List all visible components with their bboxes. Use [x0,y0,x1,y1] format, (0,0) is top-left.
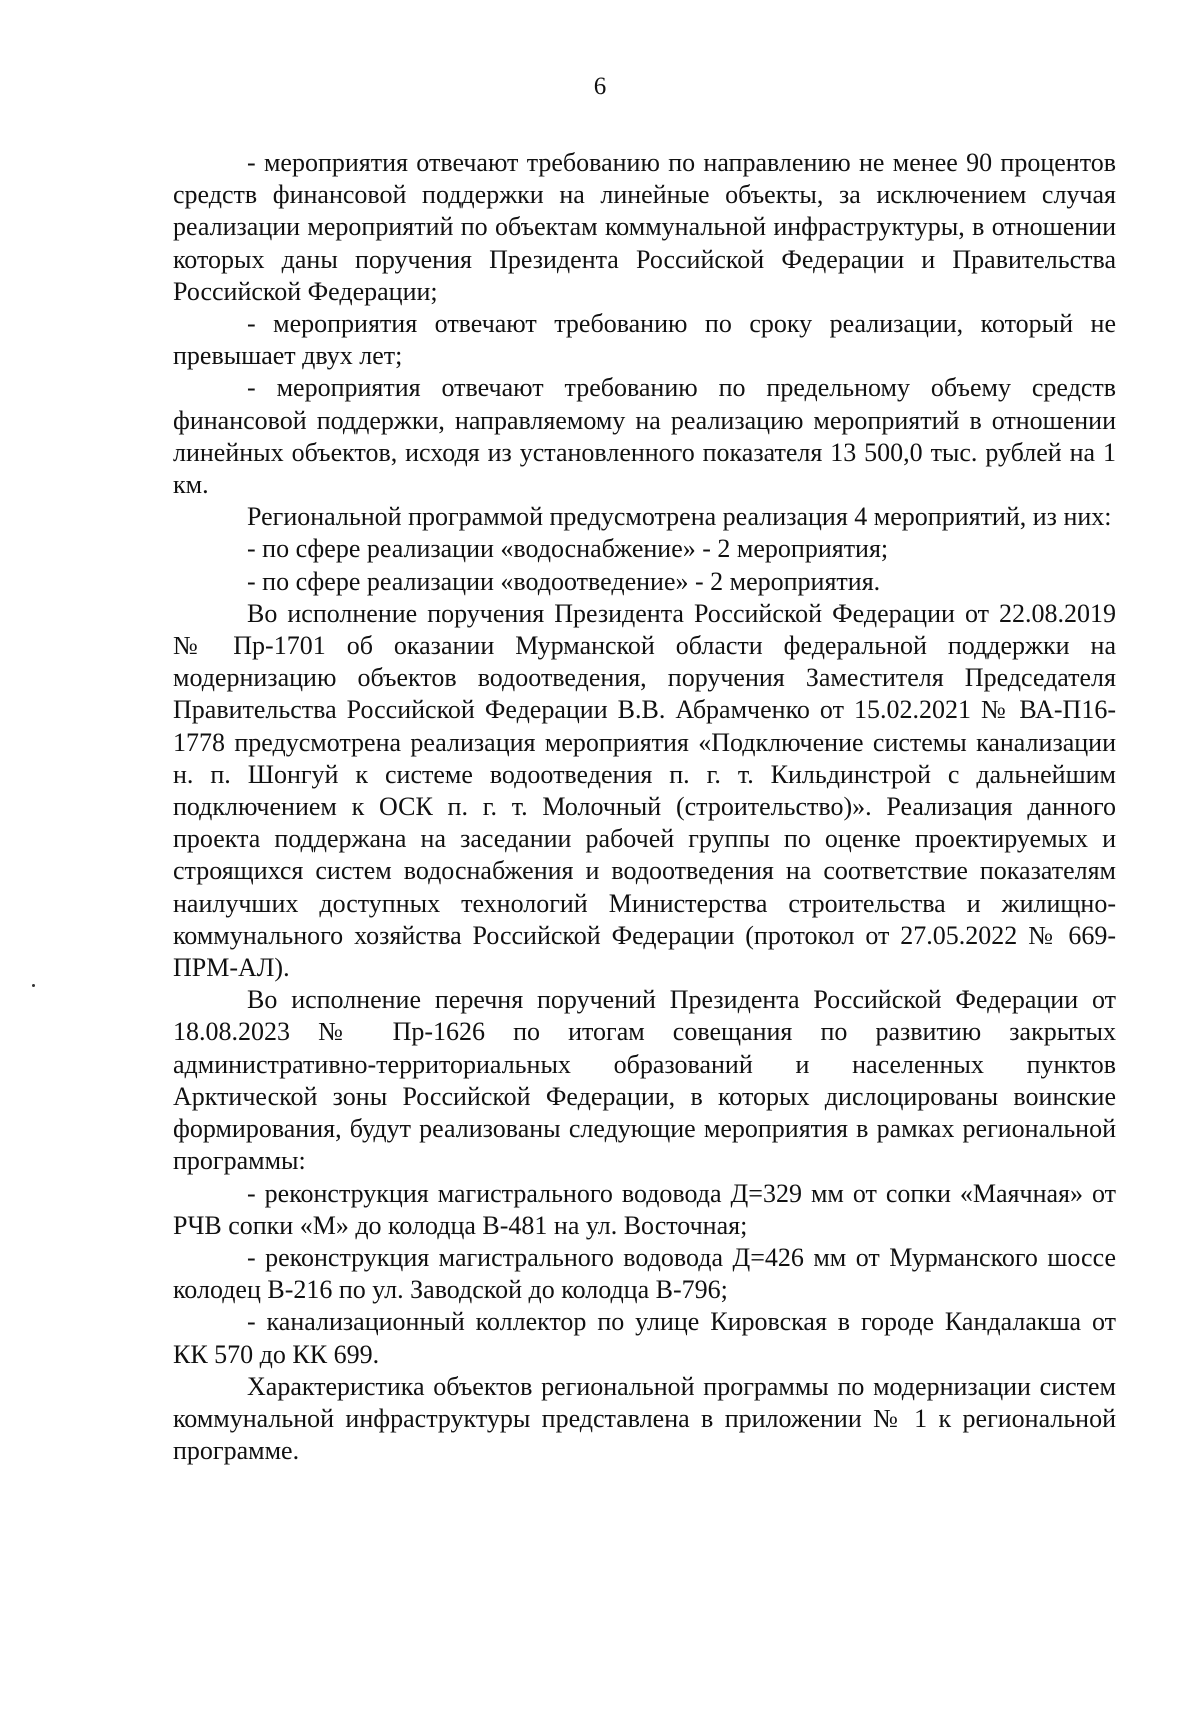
paragraph-requirement-linear-objects: - мероприятия отвечают требованию по направлению не менее 90 процентов средств финансовой поддержки на линейные объекты, за исключением случая реализации мероприятий по объектам коммунальной инфраструктуры, в отношении которых даны поручения Президента Российской Федерации и Правительства Российской Федерации; [173,148,1116,306]
paragraph-program-measures-count: Региональной программой предусмотрена реализация 4 мероприятий, из них: [247,502,1112,532]
paragraph-water-supply-measures: - по сфере реализации «водоснабжение» - 2 мероприятия; [247,534,889,564]
paragraph-requirement-funding-limit: - мероприятия отвечают требованию по предельному объему средств финансовой поддержки, направляемому на реализацию мероприятий в отношении линейных объектов, исходя из установленного показателя 13 500,0 тыс. рублей на 1 км. [173,373,1116,500]
document-body [173,147,1116,1467]
paragraph-water-main-329: - реконструкция магистрального водовода Д=329 мм от сопки «Маячная» от РЧВ сопки «М» до колодца В-481 на ул. Восточная; [173,1178,1116,1240]
paragraph-sewer-collector: - канализационный коллектор по улице Кировская в городе Кандалакша от КК 570 до КК 699. [173,1307,1116,1369]
margin-dot-mark [32,984,35,987]
paragraph-presidential-order-2023: Во исполнение перечня поручений Президента Российской Федерации от 18.08.2023 № Пр-1626 по итогам совещания по развитию закрытых административно-территориальных образований и населенных пунктов Арктической зоны Российской Федерации, в которых дислоцированы воинские формирования, будут реализованы следующие мероприятия в рамках региональной программы: [173,985,1116,1176]
paragraph-requirement-term: - мероприятия отвечают требованию по сроку реализации, который не превышает двух лет; [173,309,1116,371]
paragraph-wastewater-measures: - по сфере реализации «водоотведение» - 2 мероприятия. [247,566,881,596]
paragraph-objects-characteristics: Характеристика объектов региональной программы по модернизации систем коммунальной инфраструктуры представлена в приложении № 1 к региональной программе. [173,1371,1116,1466]
paragraph-water-main-426: - реконструкция магистрального водовода Д=426 мм от Мурманского шоссе колодец В-216 по ул. Заводской до колодца В-796; [173,1242,1116,1305]
page-number: 6 [593,73,607,100]
paragraph-presidential-order-2019: Во исполнение поручения Президента Российской Федерации от 22.08.2019 № Пр-1701 об оказании Мурманской области федеральной поддержки на модернизацию объектов водоотведения, поручения Заместителя Председателя Правительства Российской Федерации В.В. Абрамченко от 15.02.2021 № ВА-П16-1778 предусмотрена реализация мероприятия «Подключение системы канализации н. п. Шонгуй к системе водоотведения п. г. т. Кильдинстрой с дальнейшим подключением к ОСК п. г. т. Молочный (строительство)». Реализация данного проекта поддержана на заседании рабочей группы по оценке проектируемых и строящихся систем водоснабжения и водоотведения на соответствие показателям наилучших доступных технологий Министерства строительства и жилищно-коммунального хозяйства Российской Федерации (протокол от 27.05.2022 № 669-ПРМ-АЛ). [173,598,1116,983]
